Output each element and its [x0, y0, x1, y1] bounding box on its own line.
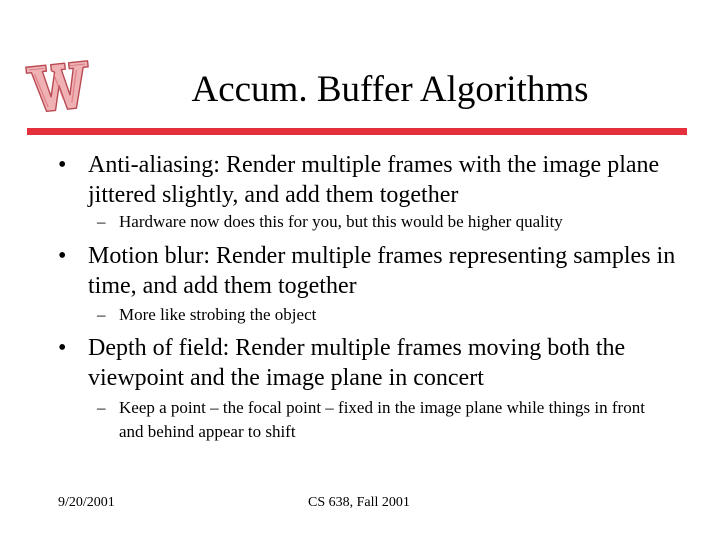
- sub-bullet-item: [97, 303, 657, 327]
- footer-course: CS 638, Fall 2001: [308, 495, 410, 510]
- bullet-item: [58, 241, 678, 301]
- bullet-item: [58, 150, 678, 210]
- slide-title: Accum. Buffer Algorithms: [191, 69, 589, 110]
- sub-bullet-text: More like strobing the object: [119, 305, 317, 324]
- bullet-text: Anti-aliasing: Render multiple frames with the image plane jittered slightly, and add them together: [88, 152, 660, 208]
- footer-date: 9/20/2001: [58, 495, 115, 510]
- bullet-item: [58, 333, 678, 393]
- sub-bullet-text: Hardware now does this for you, but this would be higher quality: [119, 212, 563, 231]
- sub-bullet-item: [97, 210, 657, 234]
- bullet-icon: •: [58, 335, 67, 361]
- bullet-text: Motion blur: Render multiple frames representing samples in time, and add them together: [88, 243, 676, 299]
- bullet-icon: •: [58, 243, 67, 269]
- sub-bullet-item: [97, 396, 657, 444]
- bullet-icon: •: [58, 152, 67, 178]
- dash-icon: –: [97, 398, 106, 417]
- bullet-text: Depth of field: Render multiple frames moving both the viewpoint and the image plane in concert: [88, 335, 626, 391]
- sub-bullet-text: Keep a point – the focal point – fixed in the image plane while things in front and behind appear to shift: [119, 398, 645, 441]
- dash-icon: –: [97, 305, 106, 324]
- dash-icon: –: [97, 212, 106, 231]
